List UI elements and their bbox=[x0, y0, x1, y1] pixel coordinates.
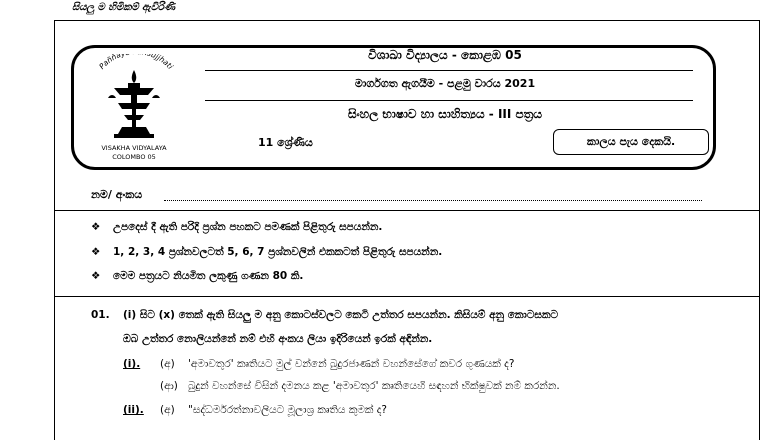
name-index-field[interactable] bbox=[164, 200, 702, 201]
svg-text:Paññāya Parisujjhati bbox=[97, 54, 175, 72]
copyright-notice: සියලු ම හිමිකම් ඇවිරිණි bbox=[72, 2, 176, 13]
diamond-bullet-icon: ❖ bbox=[91, 246, 101, 258]
time-allowed: කාලය පැය දෙකයි. bbox=[586, 135, 676, 148]
name-index-label: නම/ අංකය bbox=[91, 188, 143, 201]
diamond-bullet-icon: ❖ bbox=[91, 221, 101, 233]
subquestion-item: (අ) "සද්ධර්මරත්නාවලියට මූලාශ්‍ර කෘතිය කුමක් ද? bbox=[160, 404, 387, 416]
subject-title: සිංහල භාෂාව හා සාහිත්‍යය - III පත්‍රය bbox=[347, 107, 543, 121]
logo-motto: Paññā ujjhati bbox=[97, 54, 175, 71]
question-text-line: ඔබ උත්තර නොලියන්නේ නම් එහි අංකය ලියා ඉදිරියෙන් ඉරක් අඳින්න. bbox=[123, 333, 433, 345]
question-number: 01. bbox=[91, 309, 110, 321]
time-allowed-box bbox=[553, 129, 709, 155]
header-divider bbox=[205, 100, 693, 101]
subquestion-label: (i). bbox=[123, 358, 141, 370]
section-separator bbox=[54, 296, 760, 297]
grade-label: 11 ශ්‍රේණිය bbox=[258, 136, 313, 149]
exam-title: මාර්ගගත ඇගයීම - පළමු වාරය 2021 bbox=[354, 77, 536, 90]
oil-lamp-emblem-icon bbox=[78, 54, 190, 166]
section-separator bbox=[54, 210, 760, 211]
logo-name-line2: COLOMBO 05 bbox=[112, 153, 156, 161]
school-name: විශාඛා විද්‍යාලය - කොළඹ 05 bbox=[368, 48, 522, 62]
instruction-item: ❖ උපදෙස් දී ඇති පරිදි ප්‍රශ්න පහකට පමණක් පිළිතුරු සපයන්න. bbox=[91, 221, 383, 233]
school-logo bbox=[78, 54, 190, 166]
subquestion-item: (අ) 'අමාවතුර' කෘතියට මුල් වන්නේ බුදුරජාණන් වහන්සේගේ කවර ගුණයක් ද? bbox=[160, 358, 515, 370]
instruction-item: ❖ 1, 2, 3, 4 ප්‍රශ්නවලටත් 5, 6, 7 ප්‍රශ්නවලින් එකකටත් පිළිතුරු සපයන්න. bbox=[91, 246, 443, 258]
question-text-line: (i) සිට (x) තෙක් ඇති සියලු ම අනු කොටස්වලට කෙටි උත්තර සපයන්න. කිසියම් අනු කොටසකට bbox=[123, 309, 559, 321]
header-divider bbox=[205, 70, 693, 71]
diamond-bullet-icon: ❖ bbox=[91, 270, 101, 282]
instruction-item: ❖ මෙම පත්‍රයට නියමිත ලකුණු ගණන 80 කි. bbox=[91, 270, 304, 282]
logo-name-line1: VISAKHA VIDYALAYA bbox=[101, 144, 167, 152]
subquestion-item: (ආ) බුදුන් වහන්සේ විසින් දමනය කළ 'අමාවතුර' කෘතියෙහි සඳහන් භික්ෂුවක් නම් කරන්න. bbox=[160, 380, 560, 392]
subquestion-label: (ii). bbox=[123, 404, 144, 416]
